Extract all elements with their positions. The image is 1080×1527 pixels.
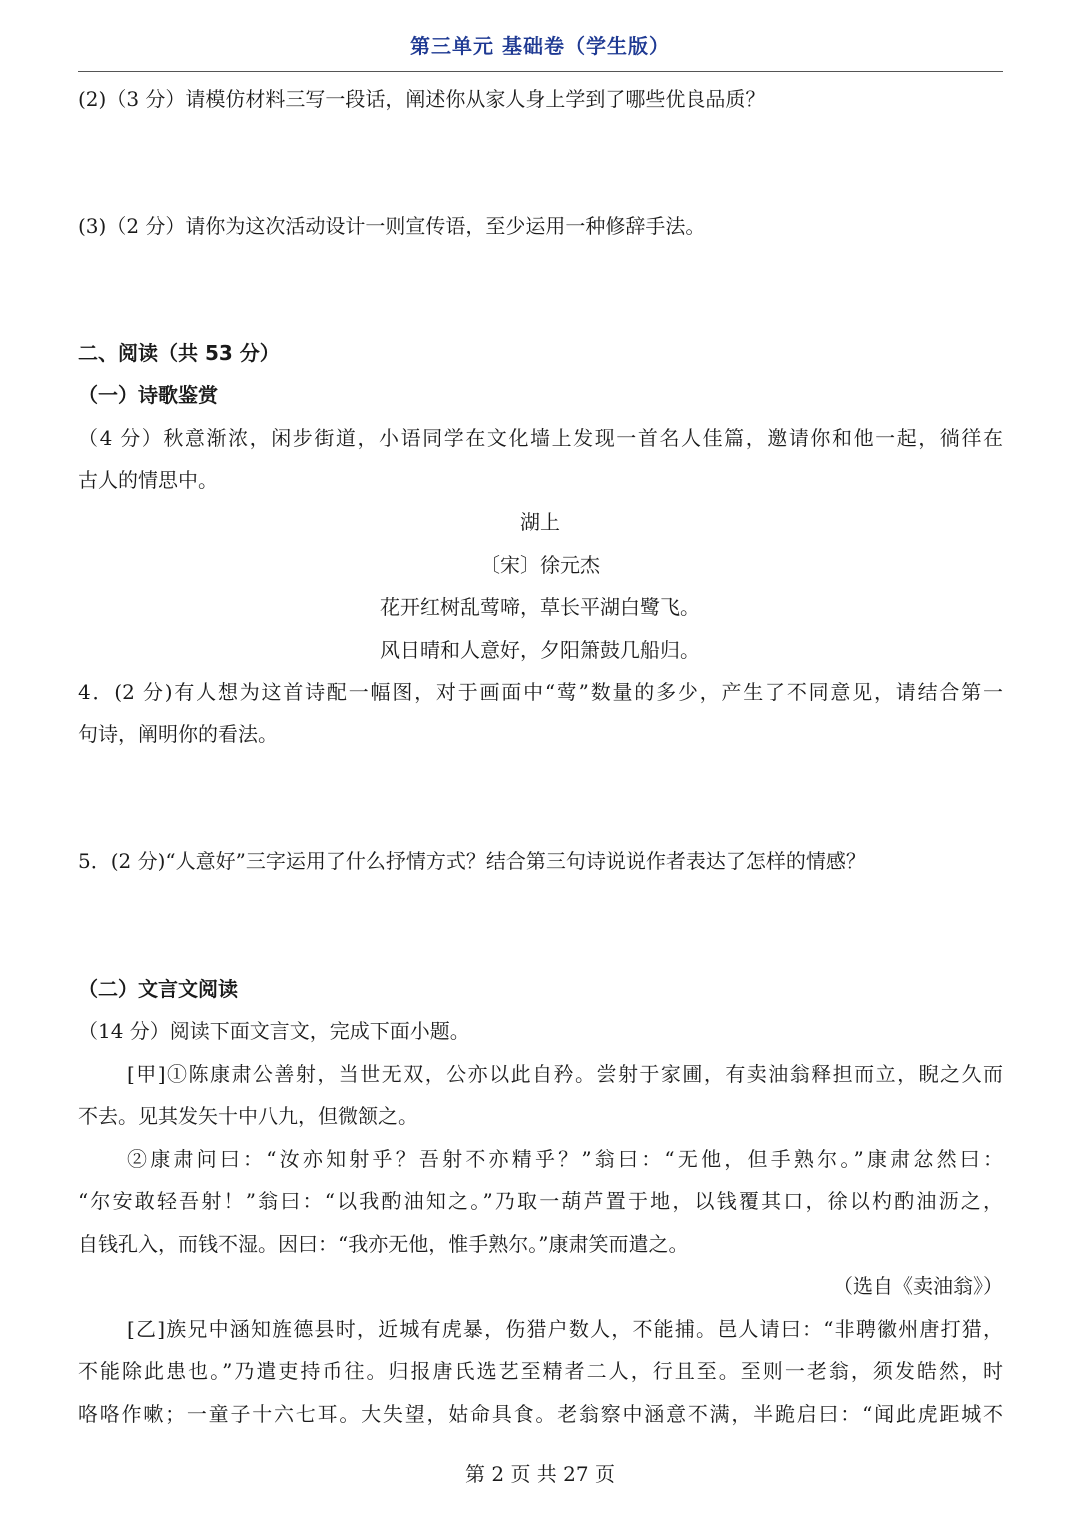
passage-yi-line-3: 咯咯作嗽；一童子十六七耳。大失望，姑命具食。老翁察中涵意不满，半跪启曰：“闻此虎距城不 xyxy=(78,1402,1003,1426)
passage-jia-line-3: ②康肃问曰：“汝亦知射乎？吾射不亦精乎？”翁曰：“无他，但手熟尔。”康肃忿然曰： xyxy=(127,1147,1003,1171)
question-4-line-2: 句诗，阐明你的看法。 xyxy=(78,722,278,746)
question-2: (2)（3 分）请模仿材料三写一段话，阐述你从家人身上学到了哪些优良品质？ xyxy=(78,87,766,111)
poem-line-2: 风日晴和人意好，夕阳箫鼓几船归。 xyxy=(380,638,700,662)
question-4-line-1: 4．(2 分)有人想为这首诗配一幅图，对于画面中“莺”数量的多少，产生了不同意见，请结合第一 xyxy=(78,680,1003,704)
header-divider xyxy=(78,71,1003,72)
poetry-intro-line-1: （4 分）秋意渐浓，闲步街道，小语同学在文化墙上发现一首名人佳篇，邀请你和他一起，徜徉在 xyxy=(78,426,1003,450)
poetry-intro-line-2: 古人的情思中。 xyxy=(78,468,218,492)
passage-jia-line-5: 自钱孔入，而钱不湿。因曰：“我亦无他，惟手熟尔。”康肃笑而遣之。 xyxy=(78,1232,689,1256)
passage-yi-line-2: 不能除此患也。”乃遣吏持币往。归报唐氏选艺至精者二人，行且至。至则一老翁，须发皓然，时 xyxy=(78,1359,1003,1383)
question-5: 5．(2 分)“人意好”三字运用了什么抒情方式？结合第三句诗说说作者表达了怎样的情感？ xyxy=(78,849,866,873)
page-number: 第 2 页 共 27 页 xyxy=(465,1462,615,1486)
header-title: 第三单元 基础卷（学生版） xyxy=(410,34,670,58)
poem-title: 湖上 xyxy=(520,510,560,534)
poem-author: 〔宋〕徐元杰 xyxy=(480,553,600,577)
classical-intro: （14 分）阅读下面文言文，完成下面小题。 xyxy=(78,1019,470,1043)
passage-jia-line-2: 不去。见其发矢十中八九，但微颔之。 xyxy=(78,1104,418,1128)
passage-jia-source: （选自《卖油翁》） xyxy=(833,1274,1003,1298)
section-heading-reading: 二、阅读（共 53 分） xyxy=(78,341,280,365)
subsection-poetry: （一）诗歌鉴赏 xyxy=(78,383,218,407)
passage-jia-line-1: [甲]①陈康肃公善射，当世无双，公亦以此自矜。尝射于家圃，有卖油翁释担而立，睨之久而 xyxy=(127,1062,1003,1086)
subsection-classical-chinese: （二）文言文阅读 xyxy=(78,977,238,1001)
poem-line-1: 花开红树乱莺啼，草长平湖白鹭飞。 xyxy=(380,595,700,619)
passage-jia-line-4: “尔安敢轻吾射！”翁曰：“以我酌油知之。”乃取一葫芦置于地，以钱覆其口，徐以杓酌油沥之， xyxy=(78,1189,1003,1213)
question-3: (3)（2 分）请你为这次活动设计一则宣传语，至少运用一种修辞手法。 xyxy=(78,214,706,238)
passage-yi-line-1: [乙]族兄中涵知旌德县时，近城有虎暴，伤猎户数人，不能捕。邑人请曰：“非聘徽州唐打猎， xyxy=(127,1317,1003,1341)
